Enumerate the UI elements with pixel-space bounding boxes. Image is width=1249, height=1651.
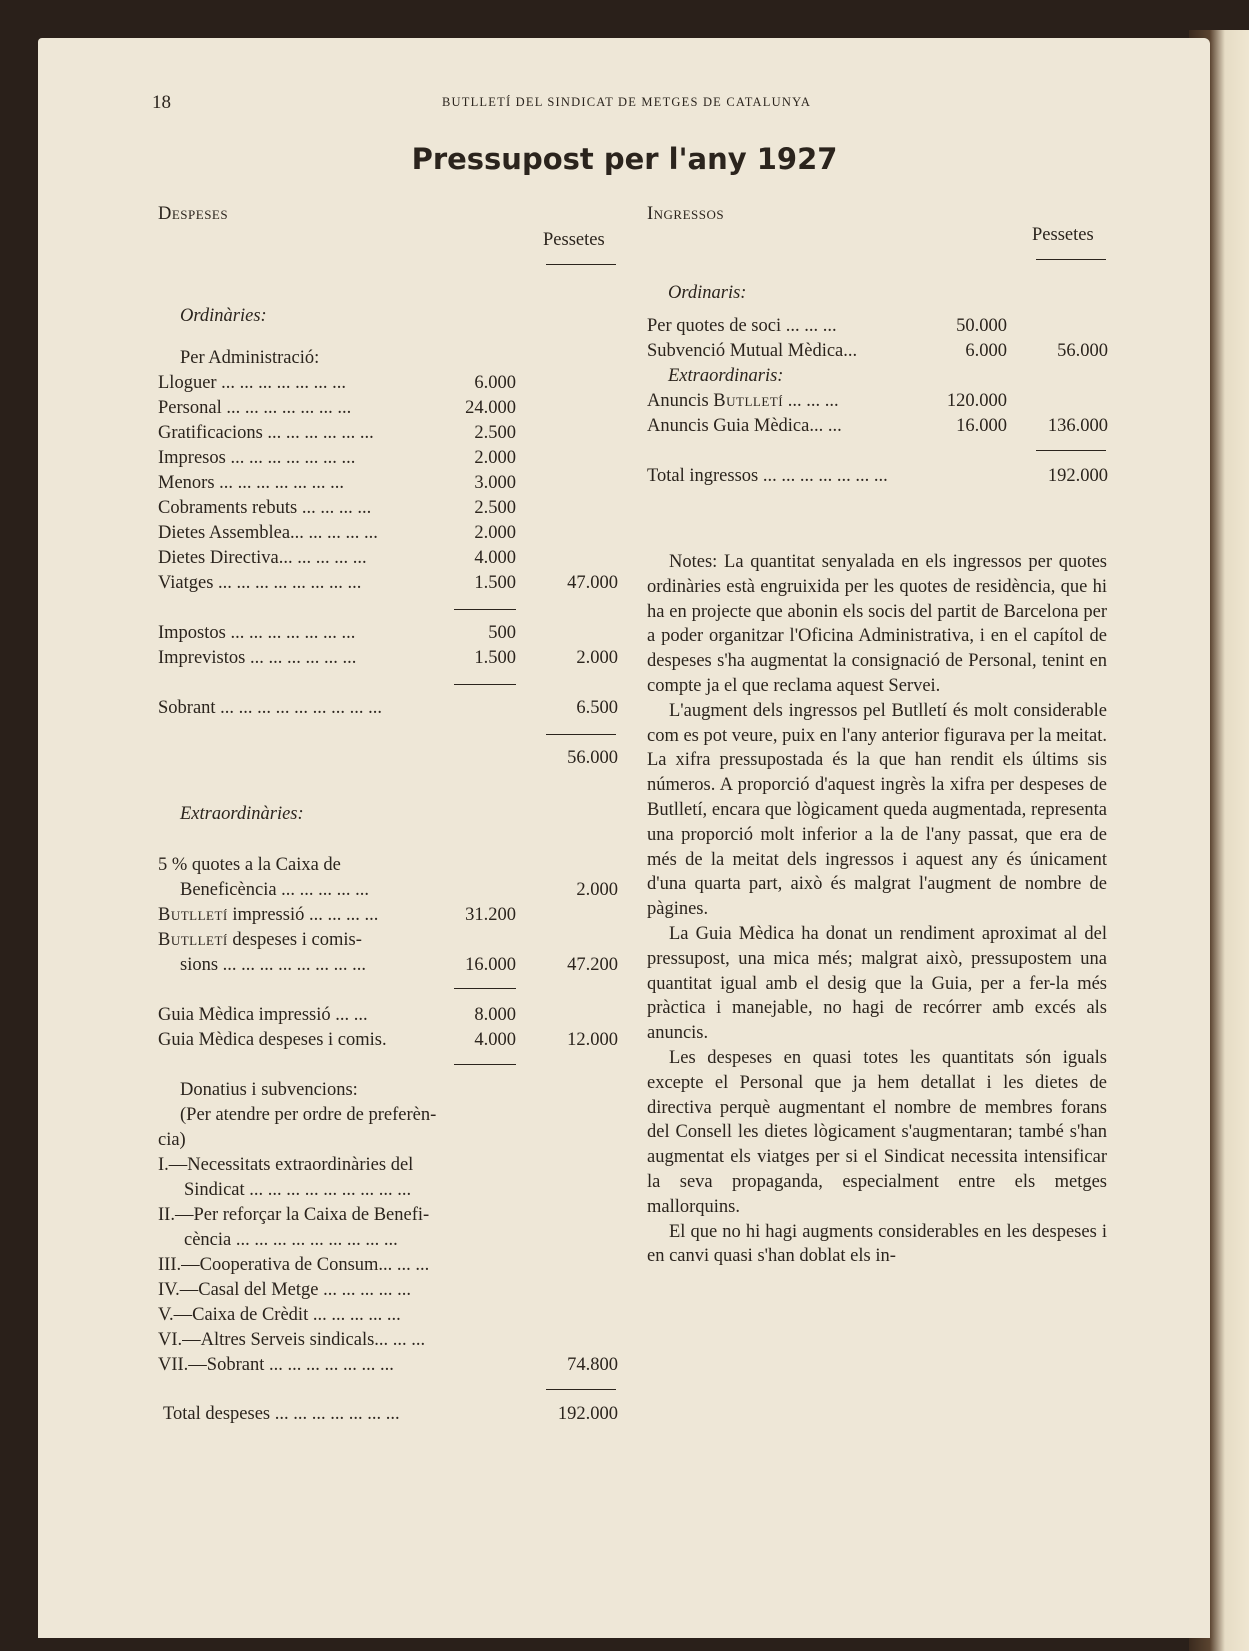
subtotal-rule bbox=[454, 988, 516, 989]
butlleti-impressio-label: Butlletí impressió ... ... ... ... bbox=[158, 905, 379, 925]
ordinaris-total: 56.000 bbox=[1057, 341, 1108, 361]
guia-total: 12.000 bbox=[567, 1030, 618, 1050]
total-despeses-value: 192.000 bbox=[557, 1404, 618, 1424]
butlleti-impressio-value: 31.200 bbox=[465, 905, 516, 925]
notes-section bbox=[647, 550, 1107, 1269]
sobrant-value: 6.500 bbox=[576, 698, 618, 718]
list-item-label: Viatges ... ... ... ... ... ... ... ... bbox=[158, 573, 362, 593]
guia-despeses-label: Guia Mèdica despeses i comis. bbox=[158, 1030, 387, 1050]
anuncis-guia-label: Anuncis Guia Mèdica... ... bbox=[647, 416, 842, 436]
donatius-note-cont: cia) bbox=[158, 1130, 186, 1150]
sobrant-label: Sobrant ... ... ... ... ... ... ... ... ... bbox=[158, 698, 383, 718]
list-item-value: 500 bbox=[488, 623, 516, 643]
anuncis-butlleti-value: 120.000 bbox=[946, 391, 1007, 411]
notes-paragraph: El que no hi hagi augments considerables en les despeses i en canvi quasi s'han doblat els in- bbox=[647, 1221, 1107, 1267]
subtotal-rule bbox=[454, 684, 516, 685]
guia-impressio-label: Guia Mèdica impressió ... ... bbox=[158, 1005, 368, 1025]
butlleti-despeses-value: 16.000 bbox=[465, 955, 516, 975]
donatius-total: 74.800 bbox=[567, 1355, 618, 1375]
butlleti-despeses-label-cont: sions ... ... ... ... ... ... ... ... bbox=[180, 955, 367, 975]
list-item: VII.—Sobrant ... ... ... ... ... ... ... bbox=[158, 1355, 394, 1375]
extraordinaries-label: Extraordinàries: bbox=[180, 804, 304, 824]
list-item-label: Imprevistos ... ... ... ... ... ... bbox=[158, 648, 357, 668]
caixa-label: 5 % quotes a la Caixa de bbox=[158, 855, 341, 875]
list-item: Sindicat ... ... ... ... ... ... ... ... ... bbox=[184, 1180, 412, 1200]
list-item: VI.—Altres Serveis sindicals... ... ... bbox=[158, 1330, 426, 1350]
list-item-label: Personal ... ... ... ... ... ... ... bbox=[158, 398, 352, 418]
caixa-total: 2.000 bbox=[576, 880, 618, 900]
list-item-value: 3.000 bbox=[474, 473, 516, 493]
anuncis-butlleti-label: Anuncis Butlletí ... ... ... bbox=[647, 391, 839, 411]
subtotal-rule bbox=[1036, 450, 1106, 451]
ingressos-currency-header: Pessetes bbox=[1032, 225, 1094, 245]
list-item: cència ... ... ... ... ... ... ... ... ... bbox=[184, 1230, 398, 1250]
admin-label: Per Administració: bbox=[180, 348, 320, 368]
total-ingressos-value: 192.000 bbox=[1047, 466, 1108, 486]
ingressos-heading: Ingressos bbox=[647, 204, 725, 224]
quotes-label: Per quotes de soci ... ... ... bbox=[647, 316, 837, 336]
quotes-value: 50.000 bbox=[956, 316, 1007, 336]
donatius-note: (Per atendre per ordre de preferèn- bbox=[180, 1105, 437, 1125]
list-item-value: 2.000 bbox=[474, 448, 516, 468]
ordinaries-total: 56.000 bbox=[567, 748, 618, 768]
butlleti-despeses-label: Butlletí despeses i comis- bbox=[158, 930, 362, 950]
list-item: III.—Cooperativa de Consum... ... ... bbox=[158, 1255, 430, 1275]
list-item: IV.—Casal del Metge ... ... ... ... ... bbox=[158, 1280, 411, 1300]
currency-rule bbox=[1036, 259, 1106, 260]
guia-despeses-value: 4.000 bbox=[474, 1030, 516, 1050]
list-item-label: Impresos ... ... ... ... ... ... ... bbox=[158, 448, 356, 468]
running-title: BUTLLETÍ DEL SINDICAT DE METGES DE CATALUNYA bbox=[442, 95, 812, 109]
subtotal-value: 47.000 bbox=[567, 573, 618, 593]
subtotal-rule bbox=[546, 734, 616, 735]
list-item-label: Menors ... ... ... ... ... ... ... bbox=[158, 473, 345, 493]
anuncis-guia-value: 16.000 bbox=[956, 416, 1007, 436]
list-item-label: Dietes Assemblea... ... ... ... ... bbox=[158, 523, 378, 543]
subvencio-label: Subvenció Mutual Mèdica... bbox=[647, 341, 858, 361]
list-item-label: Dietes Directiva... ... ... ... ... bbox=[158, 548, 367, 568]
total-despeses-label: Total despeses ... ... ... ... ... ... ... bbox=[163, 1404, 400, 1424]
list-item-value: 1.500 bbox=[474, 648, 516, 668]
list-item: V.—Caixa de Crèdit ... ... ... ... ... bbox=[158, 1305, 401, 1325]
page-title: Pressupost per l'any 1927 bbox=[411, 142, 838, 176]
butlleti-total: 47.200 bbox=[567, 955, 618, 975]
list-item-value: 2.000 bbox=[474, 523, 516, 543]
notes-paragraph: Notes: La quantitat senyalada en els ingressos per quotes ordinàries està engruixida per les quotes de residència, que hi ha en projecte que abonin els socis del partit de Barcelona per a poder organitzar l'Oficina Administrativa, i en el capítol de despeses s'ha augmentat la consignació de Personal, tenint en compte ja el que reclama aquest Servei. bbox=[647, 552, 1107, 696]
notes-paragraph: La Guia Mèdica ha donat un rendiment aproximat al del pressupost, una mica més; malgrat això, pressupostem una quantitat igual amb el desig que la Guia, per a fer-la més pràctica i manejable, no hagi de recórrer amb excés als anuncis. bbox=[647, 923, 1107, 1044]
subtotal-rule bbox=[454, 609, 516, 610]
guia-impressio-value: 8.000 bbox=[474, 1005, 516, 1025]
list-item-label: Cobraments rebuts ... ... ... ... bbox=[158, 498, 372, 518]
list-item-label: Lloguer ... ... ... ... ... ... ... bbox=[158, 373, 347, 393]
extraordinaris-label: Extraordinaris: bbox=[668, 366, 784, 386]
subtotal-value: 2.000 bbox=[576, 648, 618, 668]
page-number: 18 bbox=[152, 92, 171, 113]
caixa-label-cont: Beneficència ... ... ... ... ... bbox=[180, 880, 370, 900]
ordinaries-label: Ordinàries: bbox=[180, 306, 267, 326]
despeses-heading: Despeses bbox=[158, 204, 229, 224]
subtotal-rule bbox=[546, 1389, 616, 1390]
list-item-value: 6.000 bbox=[474, 373, 516, 393]
despeses-currency-header: Pessetes bbox=[543, 230, 605, 250]
currency-rule bbox=[546, 264, 616, 265]
list-item-value: 1.500 bbox=[474, 573, 516, 593]
donatius-label: Donatius i subvencions: bbox=[180, 1080, 358, 1100]
subtotal-rule bbox=[454, 1064, 516, 1065]
list-item: II.—Per reforçar la Caixa de Benefi- bbox=[158, 1205, 430, 1225]
list-item-value: 2.500 bbox=[474, 423, 516, 443]
list-item-value: 24.000 bbox=[465, 398, 516, 418]
extraordinaris-total: 136.000 bbox=[1047, 416, 1108, 436]
total-ingressos-label: Total ingressos ... ... ... ... ... ... ... bbox=[647, 466, 888, 486]
ordinaris-label: Ordinaris: bbox=[668, 283, 747, 303]
list-item-label: Impostos ... ... ... ... ... ... ... bbox=[158, 623, 356, 643]
list-item-value: 2.500 bbox=[474, 498, 516, 518]
notes-paragraph: Les despeses en quasi totes les quantitats són iguals excepte el Personal que ja hem detallat i les dietes de directiva perquè augmentant el nombre de membres forans del Consell les dietes lògicament s'augmentaran; també s'han augmentat els viatges per si el Sindicat necessita intensificar la seva propaganda, especialment entre els metges mallorquins. bbox=[647, 1047, 1107, 1217]
notes-paragraph: L'augment dels ingressos pel Butlletí és molt considerable com es pot veure, puix en l'any anterior figurava per la meitat. La xifra pressupostada és la que han rendit els últims sis números. A proporció d'aquest ingrès la xifra per despeses de Butlletí, encara que lògicament queda augmentada, representa una proporció molt inferior a la de l'any passat, que era de més de la meitat dels ingressos i aquest any és únicament d'una quarta part, això és malgrat l'augment de nombre de pàgines. bbox=[647, 700, 1108, 920]
subvencio-value: 6.000 bbox=[965, 341, 1007, 361]
list-item-label: Gratificacions ... ... ... ... ... ... bbox=[158, 423, 374, 443]
list-item-value: 4.000 bbox=[474, 548, 516, 568]
list-item: I.—Necessitats extraordinàries del bbox=[158, 1155, 414, 1175]
